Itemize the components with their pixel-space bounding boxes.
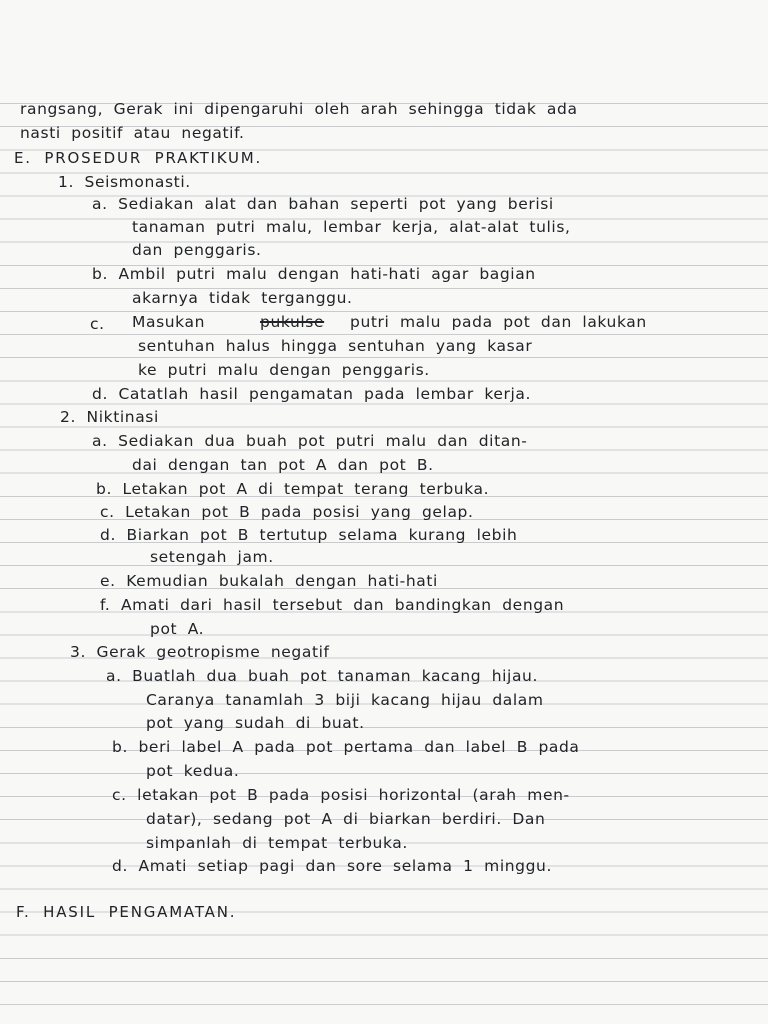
- text-line: f. Amati dari hasil tersebut dan bandingkan dengan: [100, 596, 565, 614]
- section-heading: E. PROSEDUR PRAKTIKUM.: [14, 149, 263, 167]
- text-line: e. Kemudian bukalah dengan hati-hati: [100, 572, 438, 590]
- text-line: datar), sedang pot A di biarkan berdiri. Dan: [146, 810, 546, 828]
- text-line: akarnya tidak terganggu.: [132, 289, 353, 307]
- text-line: b. Letakan pot A di tempat terang terbuka.: [96, 480, 490, 498]
- text-line: Caranya tanamlah 3 biji kacang hijau dalam: [146, 691, 544, 709]
- text-line: putri malu pada pot dan lakukan: [350, 313, 647, 331]
- text-line: sentuhan halus hingga sentuhan yang kasar: [138, 337, 533, 355]
- subsection-heading: 3. Gerak geotropisme negatif: [70, 643, 330, 661]
- text-line: b. Ambil putri malu dengan hati-hati agar bagian: [92, 265, 536, 283]
- text-line: c.: [90, 315, 105, 333]
- text-line: pot kedua.: [146, 762, 240, 780]
- text-line: a. Sediakan alat dan bahan seperti pot yang berisi: [92, 195, 554, 213]
- strikethrough-word: pukulse: [260, 313, 325, 331]
- text-line: ke putri malu dengan penggaris.: [138, 361, 430, 379]
- text-line: d. Catatlah hasil pengamatan pada lembar kerja.: [92, 385, 532, 403]
- text-line: tanaman putri malu, lembar kerja, alat-alat tulis,: [132, 218, 571, 236]
- text-line: nasti positif atau negatif.: [20, 124, 245, 142]
- text-line: dan penggaris.: [132, 241, 262, 259]
- text-line: dai dengan tan pot A dan pot B.: [132, 456, 434, 474]
- text-line: d. Amati setiap pagi dan sore selama 1 minggu.: [112, 857, 553, 875]
- text-line: pot A.: [150, 620, 205, 638]
- subsection-heading: 2. Niktinasi: [60, 408, 159, 426]
- text-line: b. beri label A pada pot pertama dan label B pada: [112, 738, 580, 756]
- subsection-heading: 1. Seismonasti.: [58, 173, 191, 191]
- text-line: rangsang, Gerak ini dipengaruhi oleh arah sehingga tidak ada: [20, 100, 578, 118]
- section-heading: F. HASIL PENGAMATAN.: [16, 903, 237, 921]
- text-line: a. Buatlah dua buah pot tanaman kacang hijau.: [106, 667, 539, 685]
- text-line: c. Letakan pot B pada posisi yang gelap.: [100, 503, 474, 521]
- text-line: setengah jam.: [150, 548, 274, 566]
- text-line: d. Biarkan pot B tertutup selama kurang lebih: [100, 526, 518, 544]
- text-line: simpanlah di tempat terbuka.: [146, 834, 408, 852]
- text-line: c. letakan pot B pada posisi horizontal (arah men-: [112, 786, 570, 804]
- text-line: a. Sediakan dua buah pot putri malu dan ditan-: [92, 432, 528, 450]
- text-line: pot yang sudah di buat.: [146, 714, 365, 732]
- text-line: Masukan: [132, 313, 205, 331]
